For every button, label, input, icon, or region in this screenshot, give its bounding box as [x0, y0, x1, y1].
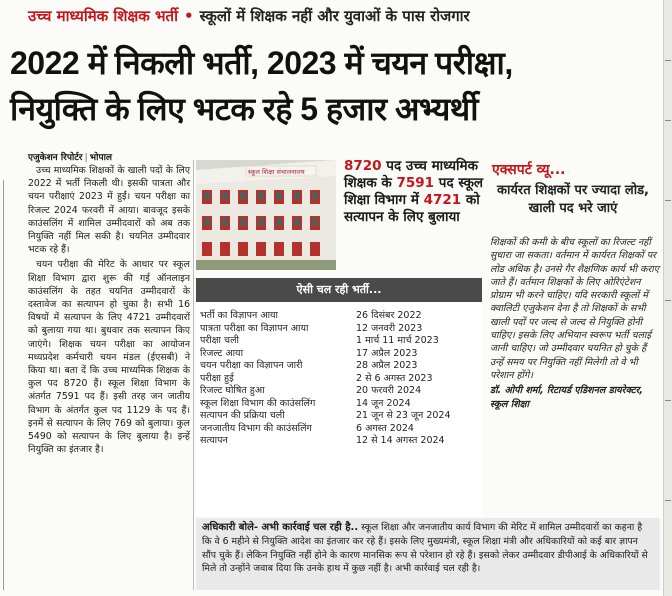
timeline-event: परीक्षा हुई — [200, 372, 234, 384]
expert-view-title: कार्यरत शिक्षकों पर ज्यादा लोड, खाली पद भरे जाएं — [497, 183, 649, 216]
timeline-event: सत्यापन की प्रक्रिया चली — [200, 410, 285, 421]
officials-lead: अधिकारी बोले- अभी कार्रवाई चल रही है.. — [202, 522, 359, 533]
stat-total-posts: 8720 — [344, 158, 382, 174]
byline-city: भोपाल — [89, 153, 112, 163]
timeline-event: चयन परीक्षा का विज्ञापन जारी — [200, 360, 303, 371]
officials-box — [196, 518, 660, 590]
timeline-date: 1 मार्च 11 मार्च 2023 — [356, 335, 439, 346]
timeline-event: सत्यापन — [200, 435, 228, 446]
timeline-row — [196, 348, 482, 361]
timeline-row — [196, 323, 482, 336]
timeline-date: 17 अप्रैल 2023 — [356, 347, 418, 359]
timeline-date: 12 जनवरी 2023 — [356, 322, 423, 334]
timeline-event: परीक्षा चली — [200, 335, 239, 346]
timeline-date: 28 अप्रैल 2023 — [356, 360, 418, 371]
timeline-event: पात्रता परीक्षा का विज्ञापन आया — [200, 322, 309, 334]
timeline-row — [196, 435, 482, 448]
timeline-date: 14 जून 2024 — [356, 397, 411, 409]
timeline-heading: ऐसी चल रही भर्ती... — [196, 278, 482, 302]
timeline-date: 20 फरवरी 2024 — [356, 385, 422, 396]
recruitment-timeline — [196, 278, 482, 516]
timeline-date: 12 से 14 अगस्त 2024 — [356, 435, 445, 446]
timeline-event: रिजल्ट आया — [200, 347, 244, 359]
building-illustration — [196, 160, 336, 270]
officials-text: स्कूल शिक्षा और जनजातीय कार्य विभाग की मेरिट में शामिल उम्मीदवारों का कहना है कि वे 6 महीने से नियुक्ति आदेश का इंतजार कर रहे हैं। इसके लिए मुख्यमंत्री, स्कूल शिक्षा मंत्री और अधिकारियों को कई बार ज्ञापन सौंप चुके हैं। लेकिन नियुक्ति नहीं होने के कारण मानसिक रूप से परेशान हो रहे हैं। इसको लेकर उम्मीदवार डीपीआई के अधिकारियों से मिले तो उन्होंने जवाब दिया कि उनके हाथ में कुछ नहीं है। अभी कार्रवाई चल रही है। — [202, 522, 648, 575]
timeline-event: भर्ती का विज्ञापन आया — [200, 310, 279, 321]
timeline-rows — [196, 302, 482, 448]
timeline-row — [196, 360, 482, 373]
timeline-event: जनजातीय विभाग की काउंसलिंग — [200, 422, 312, 434]
timeline-row — [196, 410, 482, 423]
expert-view-text: शिक्षकों की कमी के बीच स्कूलों का रिजल्ट नहीं सुधारा जा सकता। वर्तमान में कार्यरत शिक्षकों पर लोड अधिक है। उनसे गैर शैक्षणिक कार्य भी कराए जाते हैं। वर्तमान शिक्षकों के लिए ओरिएंटेशन प्रोग्राम भी करने चाहिए। यदि सरकारी स्कूलों में क्वालिटी एजुकेशन देना है तो शिक्षकों के सभी खाली पदों पर जल्द से जल्द से नियुक्ति होनी चाहिए। इसके लिए अभियान स्वरूप भर्ती चलाई जानी चाहिए। जो उम्मीदवार चयनित हो चुके हैं उन्हें समय पर नियुक्ति नहीं मिलेगी तो वे भी परेशान होंगे। — [490, 237, 659, 381]
kicker-subtopic: स्कूलों में शिक्षक नहीं और युवाओं के पास रोजगार — [199, 7, 470, 25]
stat-total-posts-label: पद उच्च माध्यमिक शिक्षक के — [344, 158, 478, 191]
building-photo — [196, 160, 336, 270]
byline: एजुकेशन रिपोर्टर | भोपाल — [28, 153, 112, 163]
left-edge-rule — [3, 180, 4, 590]
expert-view-tag: एक्सपर्ट व्यू... — [492, 162, 566, 178]
stat-school-dept-posts: 7591 — [396, 175, 435, 191]
timeline-row — [196, 335, 482, 348]
stats-callout — [344, 158, 484, 226]
timeline-row — [196, 373, 482, 386]
expert-view-body — [490, 236, 662, 411]
timeline-row — [196, 310, 482, 323]
byline-reporter: एजुकेशन रिपोर्टर — [28, 153, 83, 163]
column-divider — [193, 160, 194, 590]
timeline-row — [196, 423, 482, 436]
timeline-row — [196, 398, 482, 411]
stat-verification-label: को सत्यापन के लिए बुलाया — [344, 192, 480, 225]
headline-line-2: नियुक्ति के लिए भटक रहे 5 हजार अभ्यर्थी — [10, 91, 479, 127]
article-paragraph-1: उच्च माध्यमिक शिक्षकों के खाली पदों के लिए 2022 में भर्ती निकली थी। इसकी पात्रता और चयन परीक्षाएं 2023 में हुईं। चयन परीक्षा का रिजल्ट 2024 फरवरी में आया। बावजूद इसके काउंसलिंग में शामिल उम्मीदवारों को अब तक नियुक्ति नहीं मिल सकी है। चयनित उम्मीदवार भटक रहे हैं। — [28, 165, 190, 256]
timeline-date: 6 अगस्त 2024 — [356, 422, 414, 434]
expert-signature: डॉ. ओपी शर्मा, रिटायर्ड एडिशनल डायरेक्टर, स्कूल शिक्षा — [490, 385, 644, 410]
kicker-bullet: • — [183, 7, 194, 25]
kicker — [28, 6, 470, 26]
timeline-date: 21 जून से 23 जून 2024 — [356, 410, 451, 421]
stat-school-dept-label: पद स्कूल शिक्षा विभाग में — [344, 175, 484, 208]
article-body — [28, 164, 190, 458]
building-sign: स्कूल शिक्षा संचालनालय — [248, 168, 305, 176]
timeline-date: 26 दिसंबर 2022 — [356, 310, 422, 321]
timeline-date: 2 से 6 अगस्त 2023 — [356, 372, 433, 384]
timeline-event: स्कूल शिक्षा विभाग की काउंसलिंग — [200, 397, 316, 409]
timeline-event: रिजल्ट घोषित हुआ — [200, 385, 265, 396]
headline — [10, 40, 665, 132]
article-paragraph-2: चयन परीक्षा की मेरिट के आधार पर स्कूल शिक्षा विभाग द्वारा शुरू की गई ऑनलाइन काउंसलिंग के तहत चयनित उम्मीदवारों के दस्तावेज का सत्यापन हो चुका है। सभी 16 विषयों में सत्यापन के लिए 4721 उम्मीदवारों को बुलाया गया था। बुधवार तक सत्यापन किए जाएंगे। शिक्षक चयन परीक्षा का आयोजन मध्यप्रदेश कर्मचारी चयन मंडल (ईएसबी) ने किया था। बता दें कि उच्च माध्यमिक शिक्षक के कुल पद 8720 हैं। स्कूल शिक्षा विभाग के अंतर्गत 7591 पद हैं। इसी तरह जन जातीय विभाग के अंतर्गत कुल पद 1129 के पद हैं। इनमें से सत्यापन के लिए 769 को बुलाया। कुल 5490 को सत्यापन के लिए बुलाया है। इन्हें नियुक्ति का इंतजार है। — [28, 259, 190, 456]
timeline-row — [196, 385, 482, 398]
kicker-topic: उच्च माध्यमिक शिक्षक भर्ती — [28, 7, 178, 25]
stat-verification-count: 4721 — [423, 192, 462, 208]
headline-line-1: 2022 में निकली भर्ती, 2023 में चयन परीक्षा, — [10, 45, 513, 81]
